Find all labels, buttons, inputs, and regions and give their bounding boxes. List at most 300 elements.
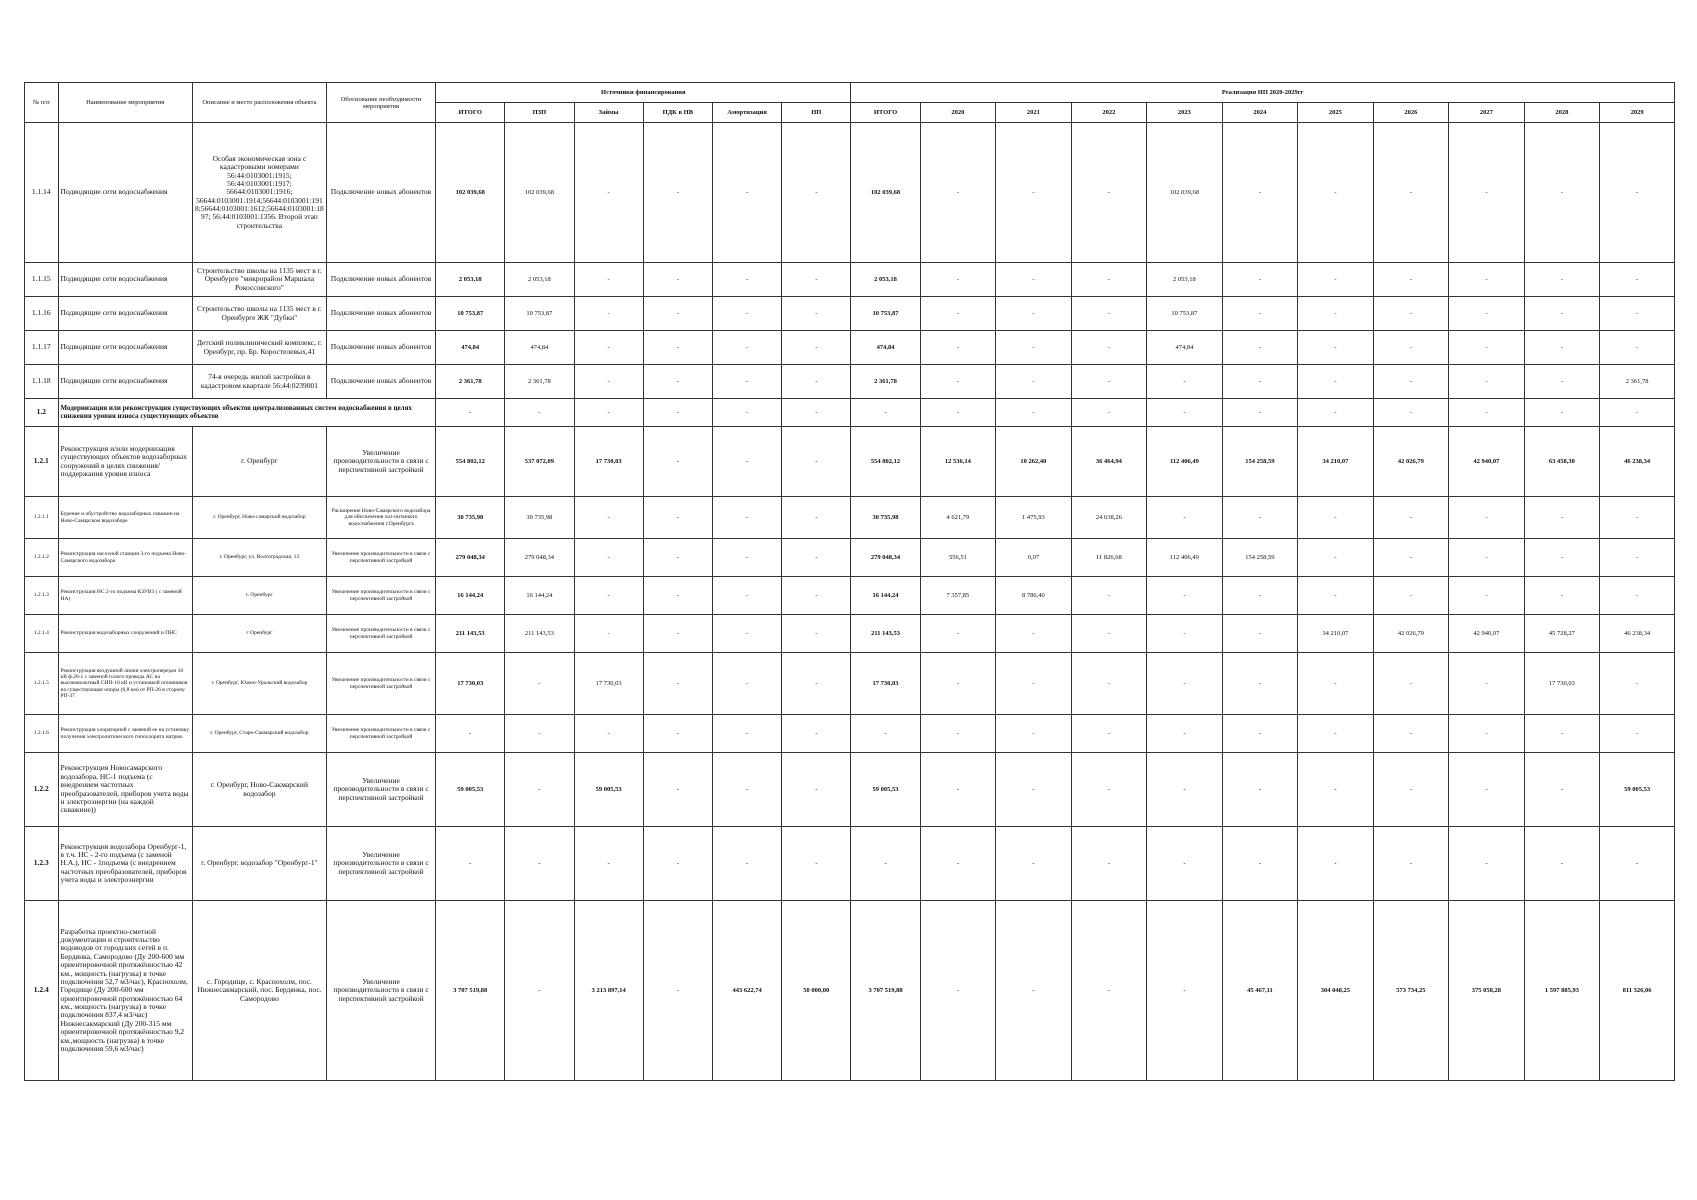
impl-value: - [1222,615,1298,653]
impl-value: - [1373,331,1449,365]
row-number: 1.2.1.2 [25,539,59,577]
impl-value: - [1373,753,1449,827]
table-row [25,753,1675,827]
header-location: Описание и место расположения объекта [192,83,326,123]
impl-value: 63 458,30 [1524,427,1600,497]
funding-value: - [712,827,781,901]
impl-value: 554 802,12 [851,427,920,497]
funding-value: - [782,263,851,297]
impl-value: - [1449,753,1525,827]
impl-value: 59 005,53 [1600,753,1675,827]
funding-value: - [574,123,643,263]
funding-value: - [782,427,851,497]
impl-value: - [1298,331,1374,365]
impl-value: - [1298,123,1374,263]
row-number: 1.2.4 [25,901,59,1081]
funding-value: - [643,539,712,577]
impl-value: 811 326,06 [1600,901,1675,1081]
impl-value: 59 005,53 [851,753,920,827]
header-funding-col: ПЗП [505,103,574,123]
table-row [25,263,1675,297]
funding-value: 211 143,53 [505,615,574,653]
impl-value: 34 210,07 [1298,427,1374,497]
impl-value: - [1524,715,1600,753]
funding-value: - [505,715,574,753]
impl-value: 7 357,85 [920,577,996,615]
row-number: 1.2 [25,399,59,427]
header-no: № п/п [25,83,59,123]
impl-value: - [1600,399,1675,427]
funding-value: 2 361,78 [436,365,505,399]
impl-value: 112 406,49 [1147,427,1223,497]
impl-value: - [1147,497,1223,539]
table-row [25,827,1675,901]
funding-value: 3 213 897,14 [574,901,643,1081]
impl-value: - [1222,753,1298,827]
impl-value: 34 210,07 [1298,615,1374,653]
impl-value: - [1600,827,1675,901]
impl-value: - [1071,577,1147,615]
row-name: Реконструкция НС 2-го подъема КЗУВ3 ( с заменой НА) [58,577,192,615]
impl-value: - [1373,263,1449,297]
impl-value: - [996,615,1072,653]
funding-value: - [574,365,643,399]
row-name: Подводящие сети водоснабжения [58,297,192,331]
table-row [25,331,1675,365]
funding-value: 16 144,24 [505,577,574,615]
impl-value: - [996,123,1072,263]
funding-value: - [712,297,781,331]
impl-value: - [1298,827,1374,901]
impl-value: - [1373,123,1449,263]
impl-value: - [1147,653,1223,715]
impl-value: 16 144,24 [851,577,920,615]
impl-value: - [1222,331,1298,365]
row-location: г. Оренбург [192,427,326,497]
impl-value: 1 597 885,93 [1524,901,1600,1081]
table-row [25,427,1675,497]
row-rationale: Увеличение производительности в связи с перспективной застройкой [327,827,436,901]
impl-value: - [1071,365,1147,399]
impl-value: 1 475,93 [996,497,1072,539]
header-funding-col: НП [782,103,851,123]
row-location: Детский поликлинический комплекс, г. Оренбург, пр. Бр. Коростелевых,41 [192,331,326,365]
impl-value: - [1373,297,1449,331]
impl-value: - [1600,653,1675,715]
table-row [25,577,1675,615]
impl-value: 10 753,87 [851,297,920,331]
row-location: г. Оренбург, Ново-самарский водозабор [192,497,326,539]
impl-value: - [1071,827,1147,901]
funding-value: - [712,365,781,399]
impl-value: - [1071,901,1147,1081]
row-rationale: Увеличение производительности в связи с перспективной застройкой [327,715,436,753]
impl-value: - [1147,577,1223,615]
impl-value: - [920,263,996,297]
impl-value: 102 039,68 [851,123,920,263]
funding-value: - [574,827,643,901]
row-number: 1.2.1.1 [25,497,59,539]
impl-value: - [1449,123,1525,263]
impl-value: 30 735,98 [851,497,920,539]
impl-value: - [1449,827,1525,901]
investment-program-table [24,82,1675,1081]
funding-value: 17 730,03 [574,653,643,715]
impl-value: - [1600,577,1675,615]
row-rationale: Подключение новых абонентов [327,365,436,399]
funding-value: - [782,653,851,715]
impl-value: - [1524,399,1600,427]
impl-value: - [1298,753,1374,827]
row-number: 1.1.18 [25,365,59,399]
impl-value: - [1449,497,1525,539]
impl-value: - [996,399,1072,427]
row-number: 1.2.1.3 [25,577,59,615]
impl-value: - [1600,263,1675,297]
table-row [25,901,1675,1081]
impl-value: 45 467,11 [1222,901,1298,1081]
row-rationale: Подключение новых абонентов [327,297,436,331]
row-rationale: Увеличение производительности в связи с перспективной застройкой [327,653,436,715]
impl-value: - [1600,539,1675,577]
funding-value: - [505,827,574,901]
funding-value: 30 735,98 [436,497,505,539]
impl-value: - [1524,827,1600,901]
impl-value: - [1071,715,1147,753]
impl-value: 46 238,34 [1600,615,1675,653]
impl-value: - [1071,615,1147,653]
row-rationale: Подключение новых абонентов [327,263,436,297]
row-location: г Оренбург [192,615,326,653]
impl-value: - [1298,653,1374,715]
funding-value: - [574,497,643,539]
row-location: г. Оренбург [192,577,326,615]
row-name: Реконструкция насосной станции 3-го подъема Ново-Самарского водозабора [58,539,192,577]
impl-value: - [851,715,920,753]
impl-value: 17 730,03 [851,653,920,715]
table-row [25,653,1675,715]
impl-value: - [920,365,996,399]
funding-value: - [643,653,712,715]
row-name: Реконструкция водозаборных сооружений и ПНС [58,615,192,653]
impl-value: - [1524,497,1600,539]
impl-value: - [1524,123,1600,263]
funding-value: - [574,715,643,753]
impl-value: - [920,331,996,365]
funding-value: 279 048,34 [505,539,574,577]
funding-value: - [574,615,643,653]
funding-value: 59 005,53 [574,753,643,827]
impl-value: - [920,123,996,263]
funding-value: - [782,399,851,427]
impl-value: - [1600,297,1675,331]
impl-value: - [1222,365,1298,399]
funding-value: - [712,263,781,297]
impl-value: 3 707 519,88 [851,901,920,1081]
impl-value: 46 238,34 [1600,427,1675,497]
impl-value: - [1373,539,1449,577]
impl-value: - [1524,577,1600,615]
impl-value: - [996,753,1072,827]
funding-value: 10 753,87 [436,297,505,331]
funding-value: - [712,715,781,753]
impl-value: - [1373,399,1449,427]
funding-value: - [712,399,781,427]
header-name: Наименование мероприятия [58,83,192,123]
funding-value: 102 039,68 [505,123,574,263]
impl-value: - [1222,399,1298,427]
header-rationale: Обоснование необходимости мероприятия [327,83,436,123]
impl-value: - [920,901,996,1081]
funding-value: - [712,427,781,497]
table-header [25,83,1675,123]
row-rationale: Подключение новых абонентов [327,331,436,365]
row-rationale: Увеличение производительности в связи с перспективной застройкой [327,901,436,1081]
funding-value: - [574,539,643,577]
impl-value: - [1071,653,1147,715]
table-body [25,123,1675,1081]
impl-value: 42 026,79 [1373,615,1449,653]
impl-value: - [996,653,1072,715]
impl-value: 474,84 [1147,331,1223,365]
impl-value: 112 406,49 [1147,539,1223,577]
funding-value: 50 000,00 [782,901,851,1081]
header-impl-col: ИТОГО [851,103,920,123]
impl-value: 10 262,40 [996,427,1072,497]
row-number: 1.2.3 [25,827,59,901]
impl-value: 154 258,59 [1222,539,1298,577]
impl-value: 279 048,34 [851,539,920,577]
impl-value: - [851,827,920,901]
row-location: г. Оренбург, Старо-Сакмарский водозабор [192,715,326,753]
impl-value: - [1373,365,1449,399]
funding-value: - [782,577,851,615]
row-location: г. Оренбург, Южно-Уральский водозабор [192,653,326,715]
funding-value: 443 622,74 [712,901,781,1081]
funding-value: 2 053,18 [436,263,505,297]
header-impl-col: 2023 [1147,103,1223,123]
impl-value: - [1298,715,1374,753]
impl-value: - [1298,263,1374,297]
funding-value: - [643,827,712,901]
impl-value: - [996,365,1072,399]
impl-value: - [1222,497,1298,539]
impl-value: 556,51 [920,539,996,577]
funding-value: - [782,297,851,331]
impl-value: - [1147,399,1223,427]
impl-value: - [1449,399,1525,427]
impl-value: - [1071,297,1147,331]
row-location: г. Оренбург, водозабор "Оренбург-1" [192,827,326,901]
impl-value: 45 728,27 [1524,615,1600,653]
impl-value: 211 143,53 [851,615,920,653]
funding-value: 17 730,03 [436,653,505,715]
impl-value: 154 258,59 [1222,427,1298,497]
impl-value: 573 734,25 [1373,901,1449,1081]
impl-value: 11 826,68 [1071,539,1147,577]
impl-value: 304 048,25 [1298,901,1374,1081]
impl-value: 2 053,18 [1147,263,1223,297]
funding-value: - [782,827,851,901]
impl-value: - [1147,615,1223,653]
header-impl-col: 2028 [1524,103,1600,123]
header-impl-col: 2027 [1449,103,1525,123]
funding-value: - [643,497,712,539]
funding-value: - [643,715,712,753]
row-number: 1.2.1 [25,427,59,497]
row-location: 74-я очередь жилой застройки в кадастровом квартале 56:44:0239001 [192,365,326,399]
impl-value: 375 058,28 [1449,901,1525,1081]
funding-value: - [574,577,643,615]
funding-value: - [643,901,712,1081]
table-row [25,615,1675,653]
table-row [25,123,1675,263]
header-impl-col: 2029 [1600,103,1675,123]
impl-value: - [1222,263,1298,297]
funding-value: - [643,123,712,263]
impl-value: - [920,753,996,827]
funding-value: - [782,539,851,577]
funding-value: 554 802,12 [436,427,505,497]
impl-value: - [1298,365,1374,399]
funding-value: 537 072,09 [505,427,574,497]
row-location: Особая экономическая зона с кадастровыми номерами 56:44:0103001:1915; 56:44:0103001:1917; 56644:0103001:1916; 56644:0103001:1914;56644:0103001:1918;56644:0103001:1612;56644:0103001:1897; 56:44:0103001:1356. Второй этап строительства [192,123,326,263]
row-name: Подводящие сети водоснабжения [58,365,192,399]
table-row [25,297,1675,331]
impl-value: - [1524,331,1600,365]
impl-value: 0,07 [996,539,1072,577]
funding-value: 474,84 [436,331,505,365]
row-name: Реконструкция водозабора Оренбург-1, в т.ч. НС - 2-го подъема (с заменой Н.А.), НС - 1подъема (с внедрением частотных преобразователей, приборов учета воды и электроэнергии [58,827,192,901]
impl-value: - [1524,263,1600,297]
impl-value: - [920,297,996,331]
impl-value: - [1222,577,1298,615]
funding-value: - [643,577,712,615]
table-row [25,715,1675,753]
row-name: Реконструкция и/или модернизация существующих объектов водозаборных сооружений в целях снижения/поддержания уровня износа [58,427,192,497]
impl-value: - [1373,715,1449,753]
impl-value: - [996,331,1072,365]
funding-value: - [782,365,851,399]
table-row [25,399,1675,427]
funding-value: - [712,753,781,827]
funding-value: 30 735,98 [505,497,574,539]
funding-value: 211 143,53 [436,615,505,653]
impl-value: 2 361,78 [1600,365,1675,399]
impl-value: - [1298,577,1374,615]
impl-value: - [1600,331,1675,365]
table-row [25,365,1675,399]
impl-value: - [1524,365,1600,399]
impl-value: - [1600,715,1675,753]
impl-value: - [1298,539,1374,577]
impl-value: 102 039,68 [1147,123,1223,263]
funding-value: - [712,653,781,715]
impl-value: - [1449,263,1525,297]
funding-value: - [436,399,505,427]
row-rationale: Подключение новых абонентов [327,123,436,263]
impl-value: - [1373,827,1449,901]
impl-value: - [920,399,996,427]
row-number: 1.2.1.4 [25,615,59,653]
impl-value: 24 638,26 [1071,497,1147,539]
row-location: Строительство школы на 1135 мест в г. Оренбурге ЖК "Дубки" [192,297,326,331]
funding-value: - [643,297,712,331]
funding-value: - [643,753,712,827]
funding-value: 3 707 519,88 [436,901,505,1081]
funding-value: - [712,123,781,263]
impl-value: - [1449,715,1525,753]
funding-value: - [712,331,781,365]
impl-value: - [1449,577,1525,615]
row-name: Разработка проектно-сметной документации и строительство водоводов от городских сетей в п. Бердянка, Самородово (Ду 200-600 мм ориентировочной протяжённостью 42 км., мощность (нагрузка) в точке подключения 52,7 м3/час), Краснохолм, Городище (Ду 200-600 мм ориентировочной протяжённостью 64 км., мощность (нагрузка) в точке подключения 837,4 м3/час) Нижнесакмарский (Ду 200-315 мм ориентировочной протяжённостью 9,2 км.,мощность (нагрузка) в точке подключения 59,6 м3/час) [58,901,192,1081]
impl-value: - [1449,331,1525,365]
row-number: 1.2.1.6 [25,715,59,753]
funding-value: - [643,263,712,297]
row-name: Подводящие сети водоснабжения [58,123,192,263]
funding-value: - [782,497,851,539]
header-impl-group: Реализация ИП 2020-2029гг [851,83,1675,103]
impl-value: - [1071,331,1147,365]
impl-value: - [1147,365,1223,399]
impl-value: - [1524,297,1600,331]
funding-value: - [782,753,851,827]
impl-value: - [920,653,996,715]
impl-value: 42 026,79 [1373,427,1449,497]
impl-value: - [1222,123,1298,263]
funding-value: 17 730,03 [574,427,643,497]
row-location: г. Оренбург, Ново-Сакмарский водозабор [192,753,326,827]
row-location: с. Городище, с. Краснохолм, пос. Нижнесакмарский, пос. Бердянка, пос. Самородово [192,901,326,1081]
header-funding-group: Источники финансирования [436,83,851,103]
section-title: Модернизация или реконструкция существующих объектов централизованных систем водоснабжения в целях снижения уровня износа существующих объектов [58,399,436,427]
impl-value: - [1373,497,1449,539]
impl-value: - [996,715,1072,753]
funding-value: - [643,399,712,427]
impl-value: 42 940,07 [1449,427,1525,497]
funding-value: - [643,365,712,399]
funding-value: - [643,331,712,365]
funding-value: - [782,715,851,753]
funding-value: - [574,263,643,297]
funding-value: - [782,123,851,263]
header-funding-col: ПДК в НВ [643,103,712,123]
funding-value: - [574,297,643,331]
impl-value: - [1449,365,1525,399]
row-name: Реконструкция воздушной линии электропередач 10 кВ ф.26-1 с заменой голого провода АС на высоковольтный СИП-10 кВ и установкой огловников на существующие опоры (6,8 км) от РП-26 в сторону РП-37 [58,653,192,715]
impl-value: - [1449,297,1525,331]
impl-value: - [1222,653,1298,715]
impl-value: - [920,615,996,653]
row-number: 1.2.1.5 [25,653,59,715]
funding-value: 279 048,34 [436,539,505,577]
header-impl-col: 2022 [1071,103,1147,123]
row-number: 1.1.15 [25,263,59,297]
header-impl-col: 2026 [1373,103,1449,123]
impl-value: 2 053,18 [851,263,920,297]
impl-value: - [996,263,1072,297]
header-impl-col: 2024 [1222,103,1298,123]
impl-value: - [1600,123,1675,263]
impl-value: - [1449,653,1525,715]
impl-value: - [1147,715,1223,753]
funding-value: 10 753,87 [505,297,574,331]
impl-value: - [1600,497,1675,539]
impl-value: - [1449,539,1525,577]
impl-value: 474,84 [851,331,920,365]
funding-value: - [782,331,851,365]
impl-value: - [1071,263,1147,297]
